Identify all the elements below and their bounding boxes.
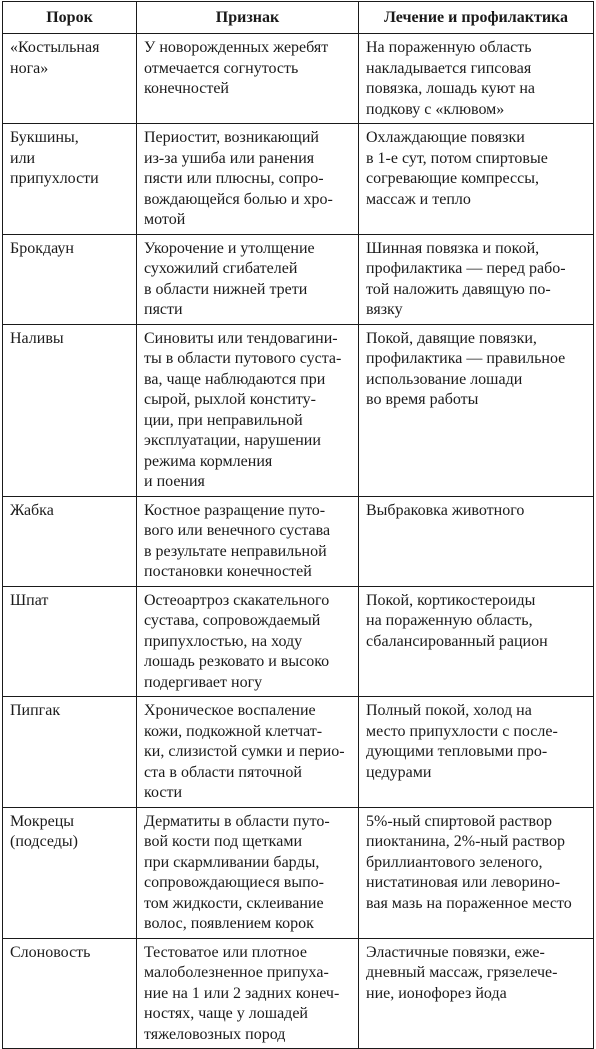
table-row [3, 807, 594, 938]
cell-line: лошадь резковато и высоко [144, 653, 330, 670]
cell-treatment [359, 34, 594, 124]
cell-line: кожи, подкожной клетчат- [144, 722, 323, 740]
cell-line: конечностей [144, 80, 229, 97]
table-row [3, 324, 594, 496]
cell-defect [3, 124, 137, 235]
cell-sign [137, 586, 359, 697]
cell-treatment [359, 938, 594, 1049]
cell-line: постановки конечностей [144, 563, 312, 580]
cell-line: нога» [10, 59, 49, 77]
cell-line: дующими тепловыми про- [366, 743, 548, 760]
cell-line: профилактика — правильное [366, 350, 566, 367]
cell-line: припухлостью, на ходу [144, 632, 303, 650]
cell-line: в результате неправильной [144, 542, 327, 560]
cell-sign [137, 697, 359, 808]
cell-line: Укорочение и утолщение [144, 239, 315, 257]
cell-line: сопровождающиеся выпо- [144, 874, 324, 891]
cell-line: режима кормления [144, 452, 273, 470]
cell-line: У новорожденных жеребят [144, 39, 329, 56]
cell-sign [137, 938, 359, 1049]
cell-line: Жабка [10, 501, 54, 519]
cell-treatment [359, 807, 594, 938]
cell-sign [137, 124, 359, 235]
cell-sign [137, 807, 359, 938]
cell-line: бриллиантового зеленого, [366, 853, 543, 871]
cell-line: Покой, кортикостероиды [366, 591, 536, 609]
cell-line: сустава, сопровождаемый [144, 612, 321, 629]
cell-line: ты в области путового суста- [144, 350, 342, 367]
table-header-row [3, 2, 594, 34]
cell-line: Брокдаун [10, 239, 74, 257]
cell-line: Тестоватое или плотное [144, 943, 307, 961]
cell-line: вого или венечного сустава [144, 522, 331, 539]
cell-line: припухлости [10, 170, 99, 187]
cell-line: ние, ионофорез йода [366, 984, 507, 1002]
cell-sign [137, 324, 359, 496]
cell-line: нистатиновая или леворино- [366, 874, 561, 891]
cell-line: На пораженную область [366, 39, 532, 56]
cell-line: и поения [144, 473, 205, 490]
cell-line: или [10, 149, 36, 167]
cell-line: подкову с «клювом» [366, 100, 505, 118]
cell-line: Шпат [10, 591, 49, 609]
cell-line: вязку [366, 301, 403, 318]
cell-sign [137, 496, 359, 586]
cell-line: во время работы [366, 391, 479, 408]
table-row [3, 124, 594, 235]
table-row [3, 697, 594, 808]
cell-line: Букшины, [10, 129, 79, 146]
cell-line: 5%-ный спиртовой раствор [366, 812, 552, 830]
cell-defect [3, 496, 137, 586]
cell-line: волос, появлением корок [144, 915, 314, 932]
cell-line: сырой, рыхлой конститу- [144, 391, 316, 408]
cell-line: массаж и тепло [366, 190, 471, 208]
cell-treatment [359, 496, 594, 586]
cell-line: малоболезненное припуха- [144, 964, 329, 981]
cell-line: Остеоартроз скакательного [144, 591, 330, 609]
cell-line: Хроническое воспаление [144, 702, 316, 719]
cell-line: ста в области пяточной [144, 763, 302, 781]
cell-line: Слоновость [10, 943, 91, 961]
cell-defect [3, 234, 137, 324]
cell-line: том жидкости, склеивание [144, 894, 324, 912]
cell-line: (подседы) [10, 833, 78, 850]
cell-line: из-за ушиба или ранения [144, 149, 315, 167]
table-body [3, 34, 594, 1049]
cell-line: сухожилий сгибателей [144, 260, 298, 277]
cell-defect [3, 938, 137, 1049]
cell-line: подергивает ногу [144, 673, 263, 691]
cell-line: использование лошади [366, 370, 523, 388]
cell-line: пиоктанина, 2%-ный раствор [366, 833, 565, 850]
cell-defect [3, 697, 137, 808]
table-row [3, 234, 594, 324]
cell-line: отмечается согнутость [144, 59, 299, 77]
cell-line: той наложить давящую по- [366, 280, 551, 298]
table-row [3, 586, 594, 697]
cell-treatment [359, 586, 594, 697]
cell-defect [3, 807, 137, 938]
cell-line: накладывается гипсовая [366, 59, 532, 77]
cell-line: повязка, лошадь куют на [366, 80, 536, 97]
cell-line: Шинная повязка и покой, [366, 239, 540, 257]
cell-line: Дерматиты в области путо- [144, 812, 330, 830]
cell-line: вождающейся болью и хро- [144, 190, 333, 208]
cell-line: эксплуатации, нарушении [144, 432, 321, 449]
cell-line: сбалансированный рацион [366, 632, 548, 650]
cell-line: место припухлости с после- [366, 722, 558, 740]
cell-line: Полный покой, холод на [366, 702, 532, 719]
cell-line: на пораженную область, [366, 612, 533, 629]
cell-line: цедурами [366, 763, 432, 781]
cell-line: ва, чаще наблюдаются при [144, 370, 326, 388]
cell-line: Пипгак [10, 702, 61, 719]
cell-line: кости [144, 784, 183, 801]
cell-line: Мокрецы [10, 812, 75, 830]
cell-line: пясти [144, 301, 183, 318]
table-row [3, 34, 594, 124]
cell-line: Охлаждающие повязки [366, 129, 525, 146]
cell-line: ностях, чаще у лошадей [144, 1005, 308, 1022]
table-row [3, 496, 594, 586]
cell-line: Покой, давящие повязки, [366, 329, 537, 347]
cell-line: «Костыльная [10, 39, 100, 56]
cell-line: мотой [144, 211, 186, 228]
cell-treatment [359, 697, 594, 808]
cell-sign [137, 234, 359, 324]
cell-line: Костное разращение путо- [144, 501, 326, 519]
cell-line: в области нижней трети [144, 280, 308, 298]
cell-line: тяжеловозных пород [144, 1025, 286, 1043]
cell-line: Периостит, возникающий [144, 129, 319, 146]
cell-line: Синовиты или тендовагини- [144, 329, 338, 347]
cell-treatment [359, 324, 594, 496]
cell-line: дневный массаж, грязелече- [366, 964, 558, 981]
cell-line: Эластичные повязки, еже- [366, 943, 545, 961]
cell-treatment [359, 124, 594, 235]
defects-table [2, 1, 594, 1049]
cell-line: вая мазь на пораженное место [366, 894, 572, 912]
cell-line: ние на 1 или 2 задних конеч- [144, 984, 340, 1002]
cell-line: при скармливании барды, [144, 853, 320, 871]
cell-line: Наливы [10, 329, 64, 347]
cell-defect [3, 324, 137, 496]
header-defect: Порок [3, 2, 137, 34]
cell-defect [3, 586, 137, 697]
cell-defect [3, 34, 137, 124]
cell-line: Выбраковка животного [366, 501, 525, 519]
cell-sign [137, 34, 359, 124]
cell-line: ции, при неправильной [144, 411, 303, 429]
header-sign: Признак [137, 2, 359, 34]
cell-line: согревающие компрессы, [366, 170, 539, 187]
header-treatment: Лечение и профилактика [359, 2, 594, 34]
cell-line: пясти или плюсны, сопро- [144, 170, 324, 187]
cell-treatment [359, 234, 594, 324]
cell-line: вой кости под щетками [144, 833, 302, 850]
cell-line: в 1-е сут, потом спиртовые [366, 149, 548, 167]
cell-line: профилактика — перед рабо- [366, 260, 566, 277]
cell-line: ки, слизистой сумки и перио- [144, 743, 345, 760]
table-row [3, 938, 594, 1049]
